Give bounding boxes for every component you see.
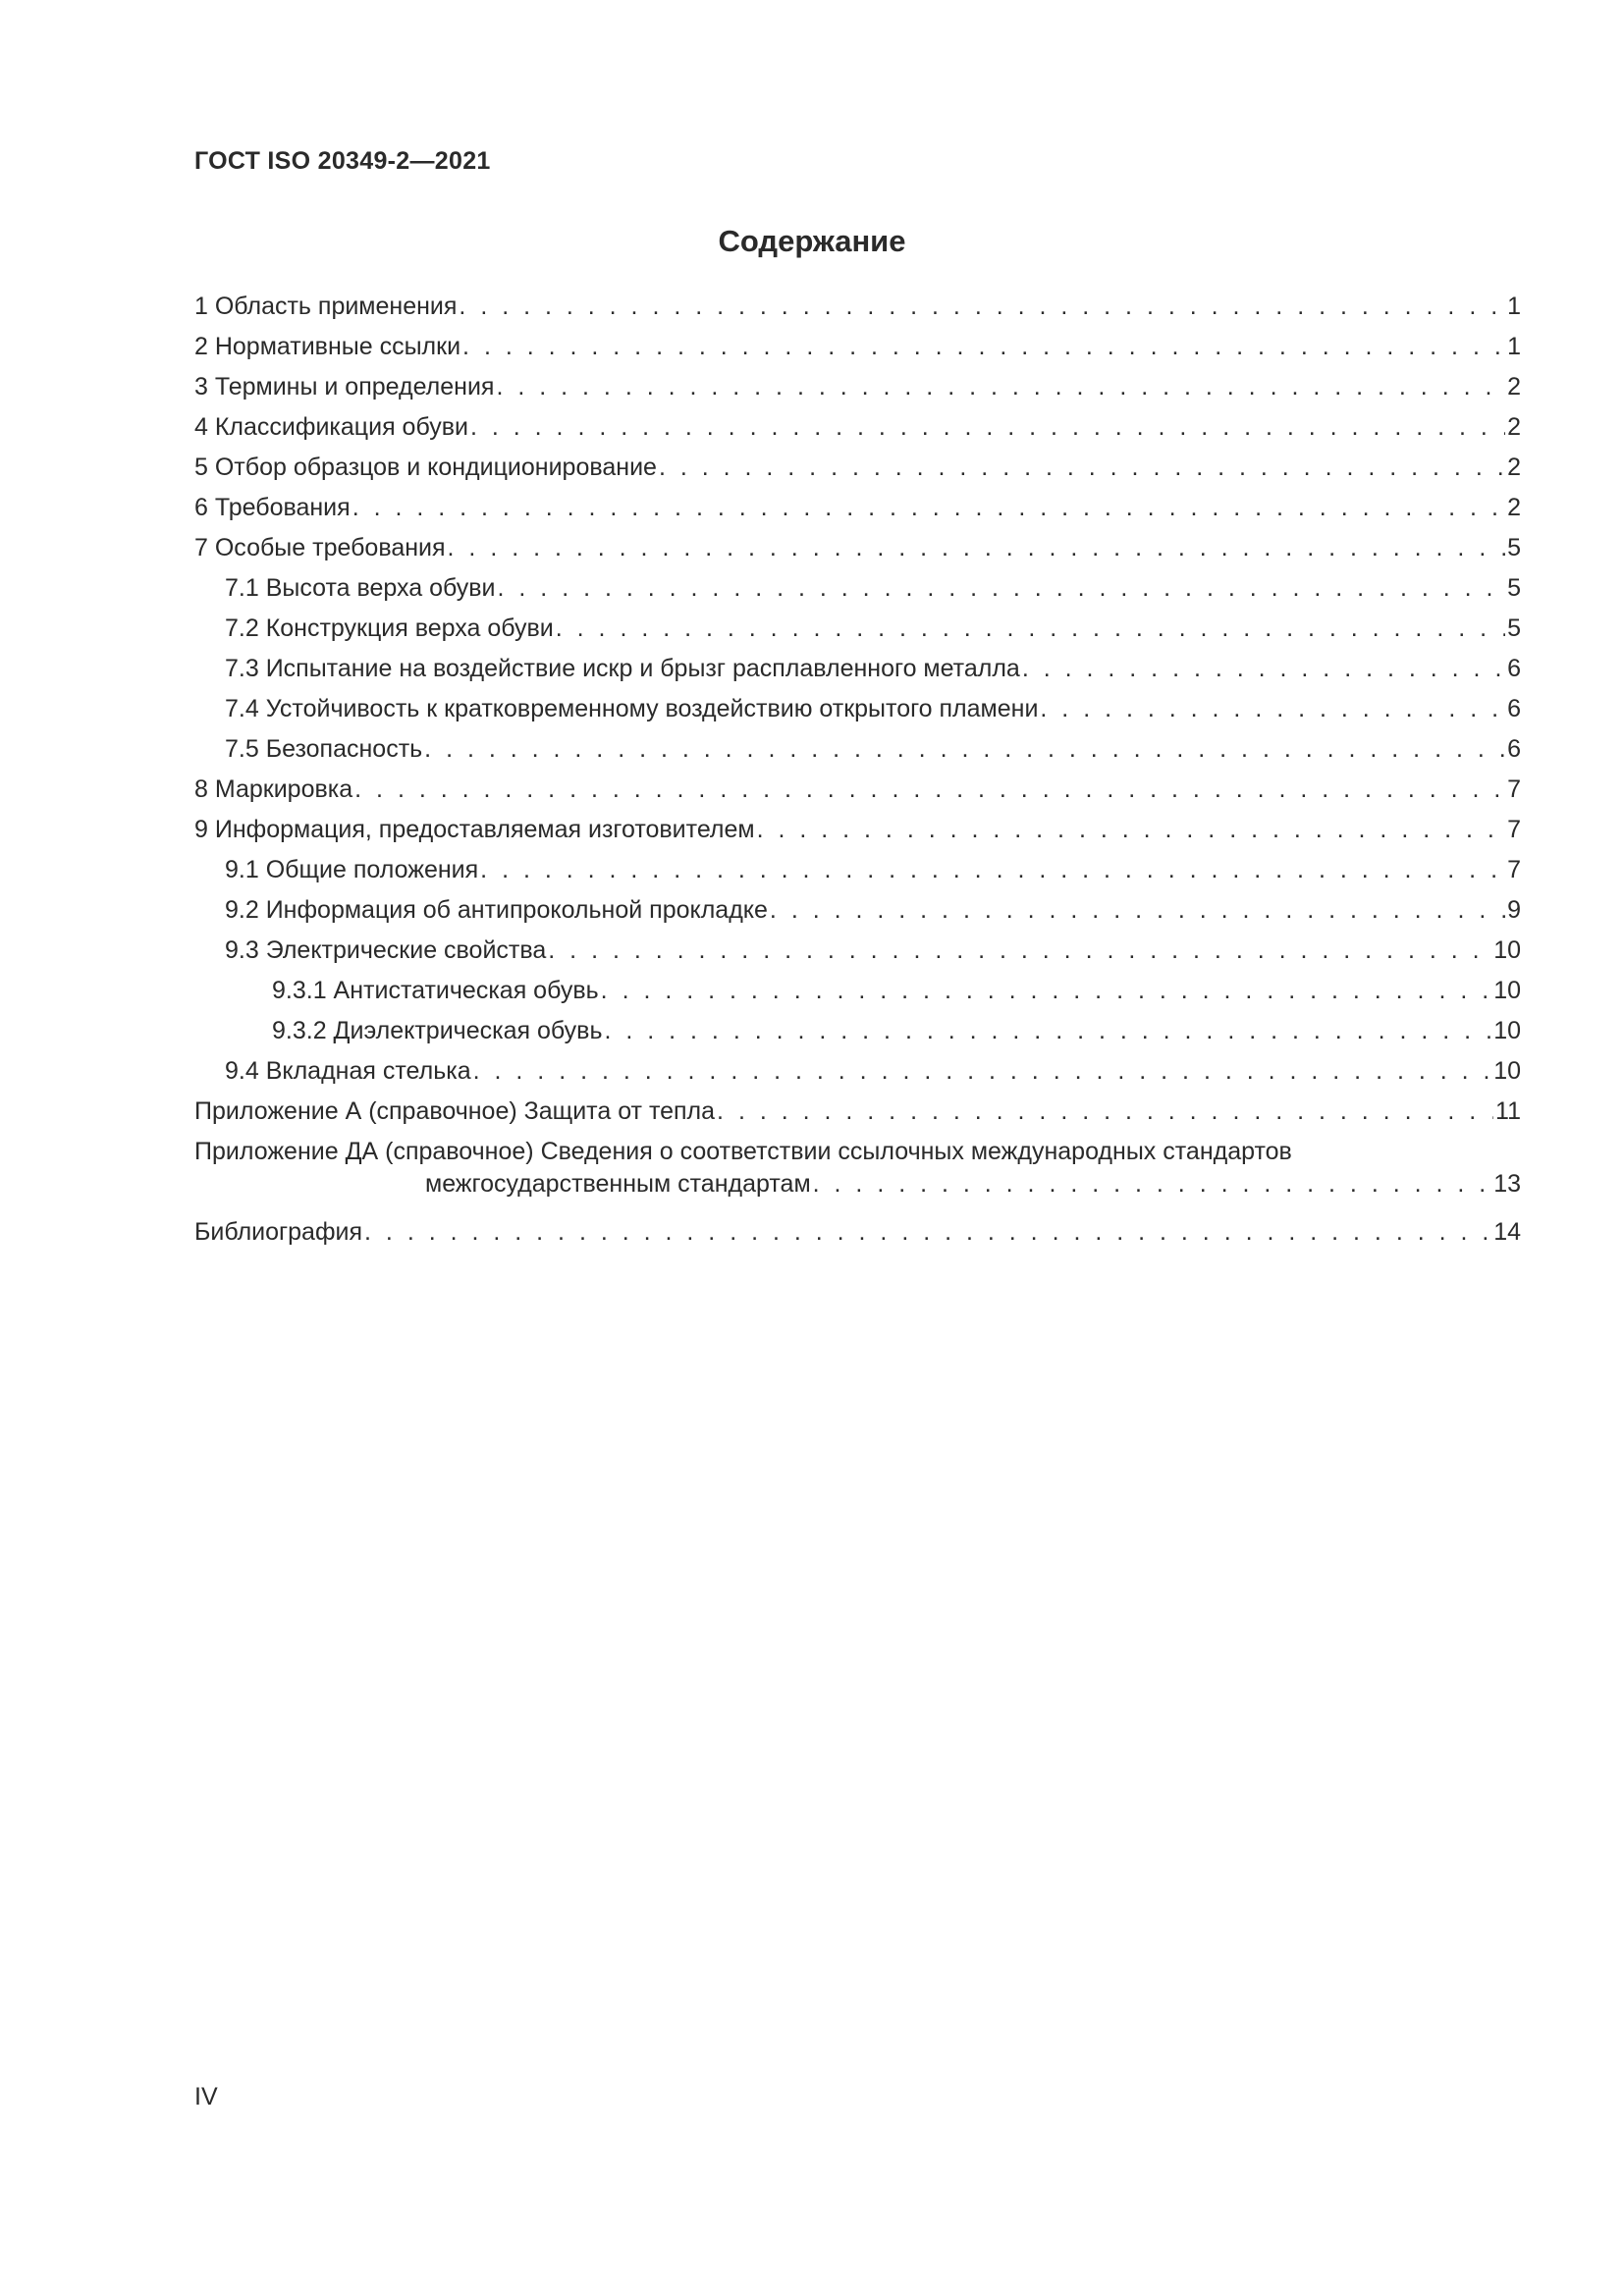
toc-entry-section-7[interactable]	[194, 528, 1521, 568]
toc-page-number: 10	[1493, 936, 1521, 964]
toc-entry-text: 9.2 Информация об антипрокольной прокладке	[225, 896, 768, 924]
toc-entry-text: 6 Требования	[194, 494, 351, 521]
toc-leader-dots	[717, 1092, 1493, 1132]
toc-entry-text: 9.3 Электрические свойства	[225, 936, 547, 964]
toc-leader-dots	[424, 729, 1505, 770]
page-number: IV	[194, 2083, 218, 2110]
toc-entry-section-9-1[interactable]	[194, 850, 1521, 890]
toc-entry-section-9-3-1[interactable]	[194, 971, 1521, 1011]
toc-leader-dots	[354, 770, 1505, 810]
toc-leader-dots	[473, 1051, 1492, 1092]
toc-entry-text: 7.1 Высота верха обуви	[225, 574, 496, 602]
toc-entry-section-9[interactable]	[194, 810, 1521, 850]
toc-page-number: 6	[1507, 655, 1521, 682]
toc-page-number: 6	[1507, 695, 1521, 722]
toc-leader-dots	[496, 367, 1505, 407]
toc-title: Содержание	[718, 224, 906, 258]
toc-entry-text: 4 Классификация обуви	[194, 413, 468, 441]
toc-entry-text: 9.4 Вкладная стелька	[225, 1057, 471, 1085]
toc-entry-text: 2 Нормативные ссылки	[194, 333, 461, 360]
toc-entry-section-9-2[interactable]	[194, 890, 1521, 931]
toc-leader-dots	[659, 448, 1505, 488]
toc-page-number: 1	[1507, 293, 1521, 320]
toc-entry-bibliography[interactable]	[194, 1212, 1521, 1253]
toc-entry-section-7-3[interactable]	[194, 649, 1521, 689]
toc-entry-text: Библиография	[194, 1218, 363, 1246]
toc-page-number: 6	[1507, 735, 1521, 763]
toc-entry-appendix-a[interactable]	[194, 1092, 1521, 1132]
toc-entry-section-9-4[interactable]	[194, 1051, 1521, 1092]
toc-page-number: 2	[1507, 413, 1521, 441]
toc-page-number: 9	[1507, 896, 1521, 924]
toc-entry-section-9-3[interactable]	[194, 931, 1521, 971]
toc-page-number: 13	[1493, 1170, 1521, 1198]
toc-entry-section-1[interactable]	[194, 287, 1521, 327]
toc-leader-dots	[352, 488, 1505, 528]
toc-leader-dots	[1022, 649, 1505, 689]
toc-page-number: 2	[1507, 494, 1521, 521]
toc-leader-dots	[548, 931, 1491, 971]
toc-leader-dots	[498, 568, 1506, 609]
toc-leader-dots	[470, 407, 1505, 448]
toc-page-number: 7	[1507, 775, 1521, 803]
toc-page-number: 10	[1493, 1057, 1521, 1085]
toc-entry-text: 9 Информация, предоставляемая изготовителем	[194, 816, 755, 843]
document-code: ГОСТ ISO 20349-2—2021	[194, 147, 491, 175]
toc-entry-text: 9.3.2 Диэлектрическая обувь	[272, 1017, 603, 1044]
toc-entry-text-continued: межгосударственным стандартам	[425, 1170, 811, 1198]
toc-entry-text: 7.5 Безопасность	[225, 735, 423, 763]
toc-leader-dots	[448, 528, 1506, 568]
toc-page-number: 1	[1507, 333, 1521, 360]
toc-entry-section-8[interactable]	[194, 770, 1521, 810]
toc-leader-dots	[601, 971, 1492, 1011]
toc-entry-text: 9.3.1 Антистатическая обувь	[272, 977, 599, 1004]
toc-entry-section-4[interactable]	[194, 407, 1521, 448]
toc-leader-dots	[1040, 689, 1505, 729]
toc-page-number: 7	[1507, 856, 1521, 883]
toc-page-number: 10	[1493, 977, 1521, 1004]
toc-entry-text: 5 Отбор образцов и кондиционирование	[194, 454, 657, 481]
toc-leader-dots	[364, 1212, 1491, 1253]
toc-leader-dots	[480, 850, 1505, 890]
toc-entry-text: 9.1 Общие положения	[225, 856, 479, 883]
toc-entry-section-5[interactable]	[194, 448, 1521, 488]
toc-entry-text: 1 Область применения	[194, 293, 458, 320]
toc-page-number: 5	[1507, 574, 1521, 602]
toc-entry-text: 7.4 Устойчивость к кратковременному воздействию открытого пламени	[225, 695, 1039, 722]
toc-entry-continuation	[194, 1168, 1521, 1201]
toc-leader-dots	[813, 1168, 1492, 1201]
toc-leader-dots	[459, 287, 1505, 327]
toc-leader-dots	[462, 327, 1505, 367]
toc-leader-dots	[556, 609, 1505, 649]
toc-entry-section-2[interactable]	[194, 327, 1521, 367]
toc-entry-section-3[interactable]	[194, 367, 1521, 407]
toc-entry-text: Приложение А (справочное) Защита от тепла	[194, 1097, 716, 1125]
toc-page-number: 7	[1507, 816, 1521, 843]
toc-page-number: 2	[1507, 373, 1521, 400]
toc-entry-text: 7.2 Конструкция верха обуви	[225, 614, 554, 642]
toc-entry-section-9-3-2[interactable]	[194, 1011, 1521, 1051]
toc-entry-section-7-2[interactable]	[194, 609, 1521, 649]
toc-entry-section-7-5[interactable]	[194, 729, 1521, 770]
toc-page-number: 11	[1495, 1097, 1521, 1125]
toc-entry-section-7-1[interactable]	[194, 568, 1521, 609]
toc-leader-dots	[757, 810, 1506, 850]
toc-page-number: 5	[1507, 534, 1521, 561]
toc-page-number: 10	[1493, 1017, 1521, 1044]
toc-entry-text: 7 Особые требования	[194, 534, 446, 561]
toc-leader-dots	[770, 890, 1505, 931]
toc-leader-dots	[604, 1011, 1491, 1051]
toc-entry-text: 8 Маркировка	[194, 775, 353, 803]
toc-entry-text: 7.3 Испытание на воздействие искр и брызг расплавленного металла	[225, 655, 1020, 682]
toc-page-number: 2	[1507, 454, 1521, 481]
toc-page-number: 5	[1507, 614, 1521, 642]
toc-page-number: 14	[1493, 1218, 1521, 1246]
toc-entry-text: 3 Термины и определения	[194, 373, 495, 400]
toc-entry-text: Приложение ДА (справочное) Сведения о соответствии ссылочных международных стандартов	[194, 1138, 1292, 1165]
table-of-contents	[194, 287, 1521, 1253]
toc-entry-appendix-da[interactable]	[194, 1132, 1521, 1212]
toc-entry-section-7-4[interactable]	[194, 689, 1521, 729]
toc-entry-section-6[interactable]	[194, 488, 1521, 528]
